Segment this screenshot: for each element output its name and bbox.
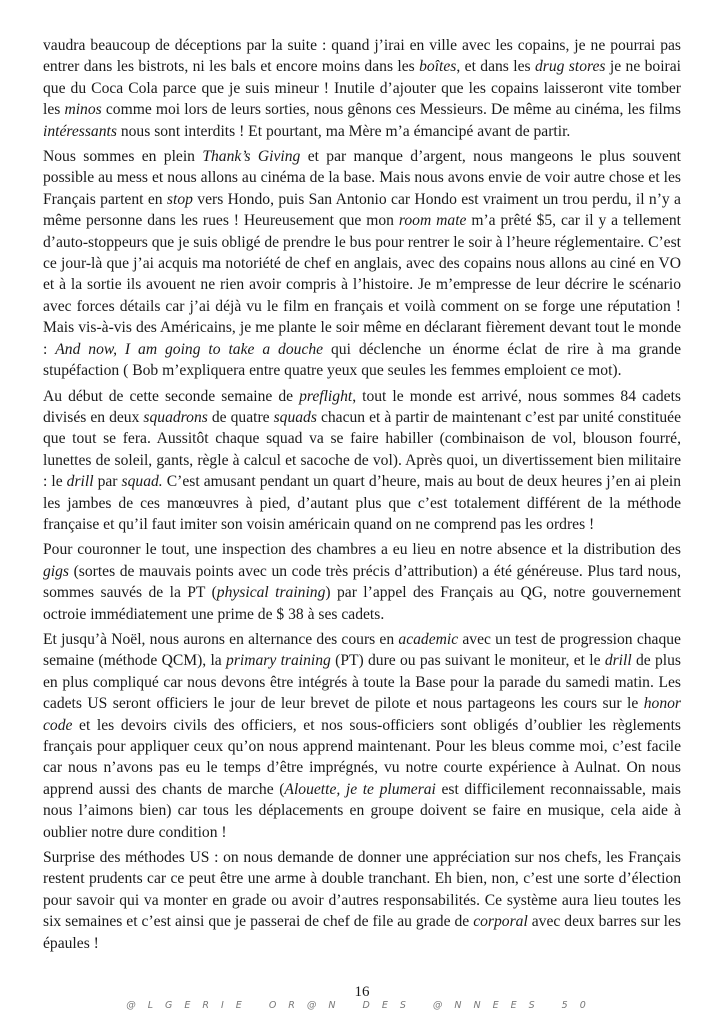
text-segment: avec deux barres sur les épaules ! xyxy=(43,913,681,952)
paragraph xyxy=(43,35,681,142)
text-segment: est difficilement reconnaissable, mais nous l’aimons bien) car tous les déplacements en groupe doivent se faire en musique, cela aide à oublier notre dure condition ! xyxy=(43,780,681,841)
italic-text: squads xyxy=(273,408,317,426)
text-segment: de quatre xyxy=(207,408,274,426)
text-segment: (PT) dure ou pas suivant le moniteur, et le xyxy=(330,652,605,670)
text-segment: qui déclenche un énorme éclat de rire à ma grande stupéfaction ( Bob m’expliquera entre quatre yeux que seules les femmes emploient ce mot). xyxy=(43,340,681,380)
italic-text: drill xyxy=(66,473,94,491)
text-segment: avec un test de progression chaque semaine (méthode QCM), la xyxy=(43,630,681,670)
italic-text: physical training xyxy=(216,584,326,602)
italic-text: squad. xyxy=(121,473,163,491)
italic-text: drill xyxy=(604,652,632,670)
text-segment: C’est amusant pendant un quart d’heure, mais au bout de deux heures j’en ai plein les jambes de ces manœuvres à pied, d’autant plus que c’est totalement différent de la méthode française et qu’il faut imiter son voisin américain quand on ne comprend pas les ordres ! xyxy=(43,473,681,533)
paragraph xyxy=(43,539,681,625)
text-segment: (sortes de mauvais points avec un code très précis d’attribution) a été généreuse. Plus tard nous, sommes sauvés de la PT ( xyxy=(43,562,681,602)
text-segment: de plus en plus compliqué car nous devons être intégrés à toute la Base pour la parade du samedi matin. Les cadets US seront officiers le jour de leur brevet de pilote et nous partageons les cours sur le xyxy=(43,652,681,713)
text-segment: ) par l’appel des Français au QG, notre gouvernement octroie immédiatement une prime de $ 38 à ses cadets. xyxy=(43,584,682,623)
italic-text: room mate xyxy=(398,212,467,230)
italic-text: preflight xyxy=(299,387,353,405)
page-number: 16 xyxy=(354,984,370,1000)
text-segment: , et dans les xyxy=(456,58,535,76)
text-segment: , tout le monde est arrivé, nous sommes 84 cadets divisés en deux xyxy=(43,387,681,426)
paragraph xyxy=(43,146,681,381)
text-segment: Au début de cette seconde semaine de xyxy=(43,387,300,405)
italic-text: stop xyxy=(166,190,193,208)
italic-text: primary training xyxy=(226,652,331,670)
italic-text: Alouette, je te plumerai xyxy=(284,780,436,798)
text-segment: m’a prêté $5, car il y a tellement d’auto-stoppeurs que je suis obligé de prendre le bus pour rentrer le soir à l’heure réglementaire. C’est ce jour-là que j’ai acquis ma notoriété de chef en anglais, avec des copains nous allons au ciné en VO et à la sortie ils avouent ne rien avoir compris à l’histoire. Je m’empresse de leur décrire le scénario avec forces détails car j’ai déjà vu le film en français et voilà comment on se forge une réputation ! Mais vis-à-vis des Américains, je me plante le soir même en déclarant fièrement devant tout le monde : xyxy=(43,212,681,358)
italic-text: academic xyxy=(398,630,459,648)
italic-text: minos xyxy=(64,101,102,119)
italic-text: gigs xyxy=(43,562,69,580)
italic-text: squadrons xyxy=(143,408,208,426)
italic-text: intéressants xyxy=(43,122,117,140)
text-segment: nous sont interdits ! Et pourtant, ma Mère m’a émancipé avant de partir. xyxy=(116,122,571,140)
text-segment: vaudra beaucoup de déceptions par la suite : quand j’irai en ville avec les copains, je ne pourrai pas entrer dans les bistrots, ni les bals et encore moins dans les xyxy=(43,37,681,76)
italic-text: And now, I am going to take a douche xyxy=(55,340,324,358)
running-footer: @LGERIE OR@N DES @NNEES 50 xyxy=(126,1000,598,1011)
body-text xyxy=(43,35,681,958)
italic-text: corporal xyxy=(473,913,528,931)
paragraph xyxy=(43,386,681,536)
text-segment: Et jusqu’à Noël, nous aurons en alternance des cours en xyxy=(43,630,399,648)
italic-text: Thank’s Giving xyxy=(202,148,301,166)
text-segment: Pour couronner le tout, une inspection des chambres a eu lieu en notre absence et la distribution des xyxy=(43,541,681,559)
text-segment: et par manque d’argent, nous mangeons le plus souvent possible au mess et nous allons au cinéma de la base. Mais nous avons envie de voir autre chose et les Français partent en xyxy=(43,148,682,208)
text-segment: chacun et à partir de maintenant c’est par unité constituée que tout se fera. Aussitôt chaque squad va se faire habiller (combinaison de vol, blouson fourré, lunettes de soleil, gants, règle à calcul et sacoche de vol). Après quoi, un divertissement bien militaire : le xyxy=(43,408,681,491)
text-segment: je ne boirai que du Coca Cola parce que je suis mineur ! Inutile d’ajouter que les copains laisseront vite tomber les xyxy=(43,58,681,119)
text-segment: Nous sommes en plein xyxy=(43,148,203,166)
italic-text: honor code xyxy=(43,695,681,734)
text-segment: et les devoirs civils des officiers, et nos sous-officiers sont obligés d’oublier les règlements français pour appliquer ceux qu’on nous apprend maintenant. Pour les bleus comme moi, c’est facile car nous n’avons pas eu le temps d’être imprégnés, vu notre courte expérience à Aulnat. On nous apprend aussi des chants de marche ( xyxy=(43,716,681,798)
text-segment: Surprise des méthodes US : on nous demande de donner une appréciation sur nos chefs, les Français restent prudents car ce peut être une arme à double tranchant. Eh bien, non, c’est une sorte d’élection pour savoir qui va monter en grade ou avoir d’autres responsabilités. Ce système aura lieu toutes les six semaines et c’est ainsi que je passerai de chef de file au grade de xyxy=(43,849,681,931)
text-segment: par xyxy=(93,473,122,491)
paragraph xyxy=(43,847,681,954)
text-segment: comme moi lors de leurs sorties, nous gênons ces Messieurs. De même au cinéma, les films xyxy=(101,101,681,119)
text-segment: vers Hondo, puis San Antonio car Hondo est vraiment un trou perdu, il n’y a même personne dans les rues ! Heureusement que mon xyxy=(43,190,681,230)
italic-text: boîtes xyxy=(419,58,457,76)
italic-text: drug stores xyxy=(534,58,606,76)
paragraph xyxy=(43,629,681,843)
